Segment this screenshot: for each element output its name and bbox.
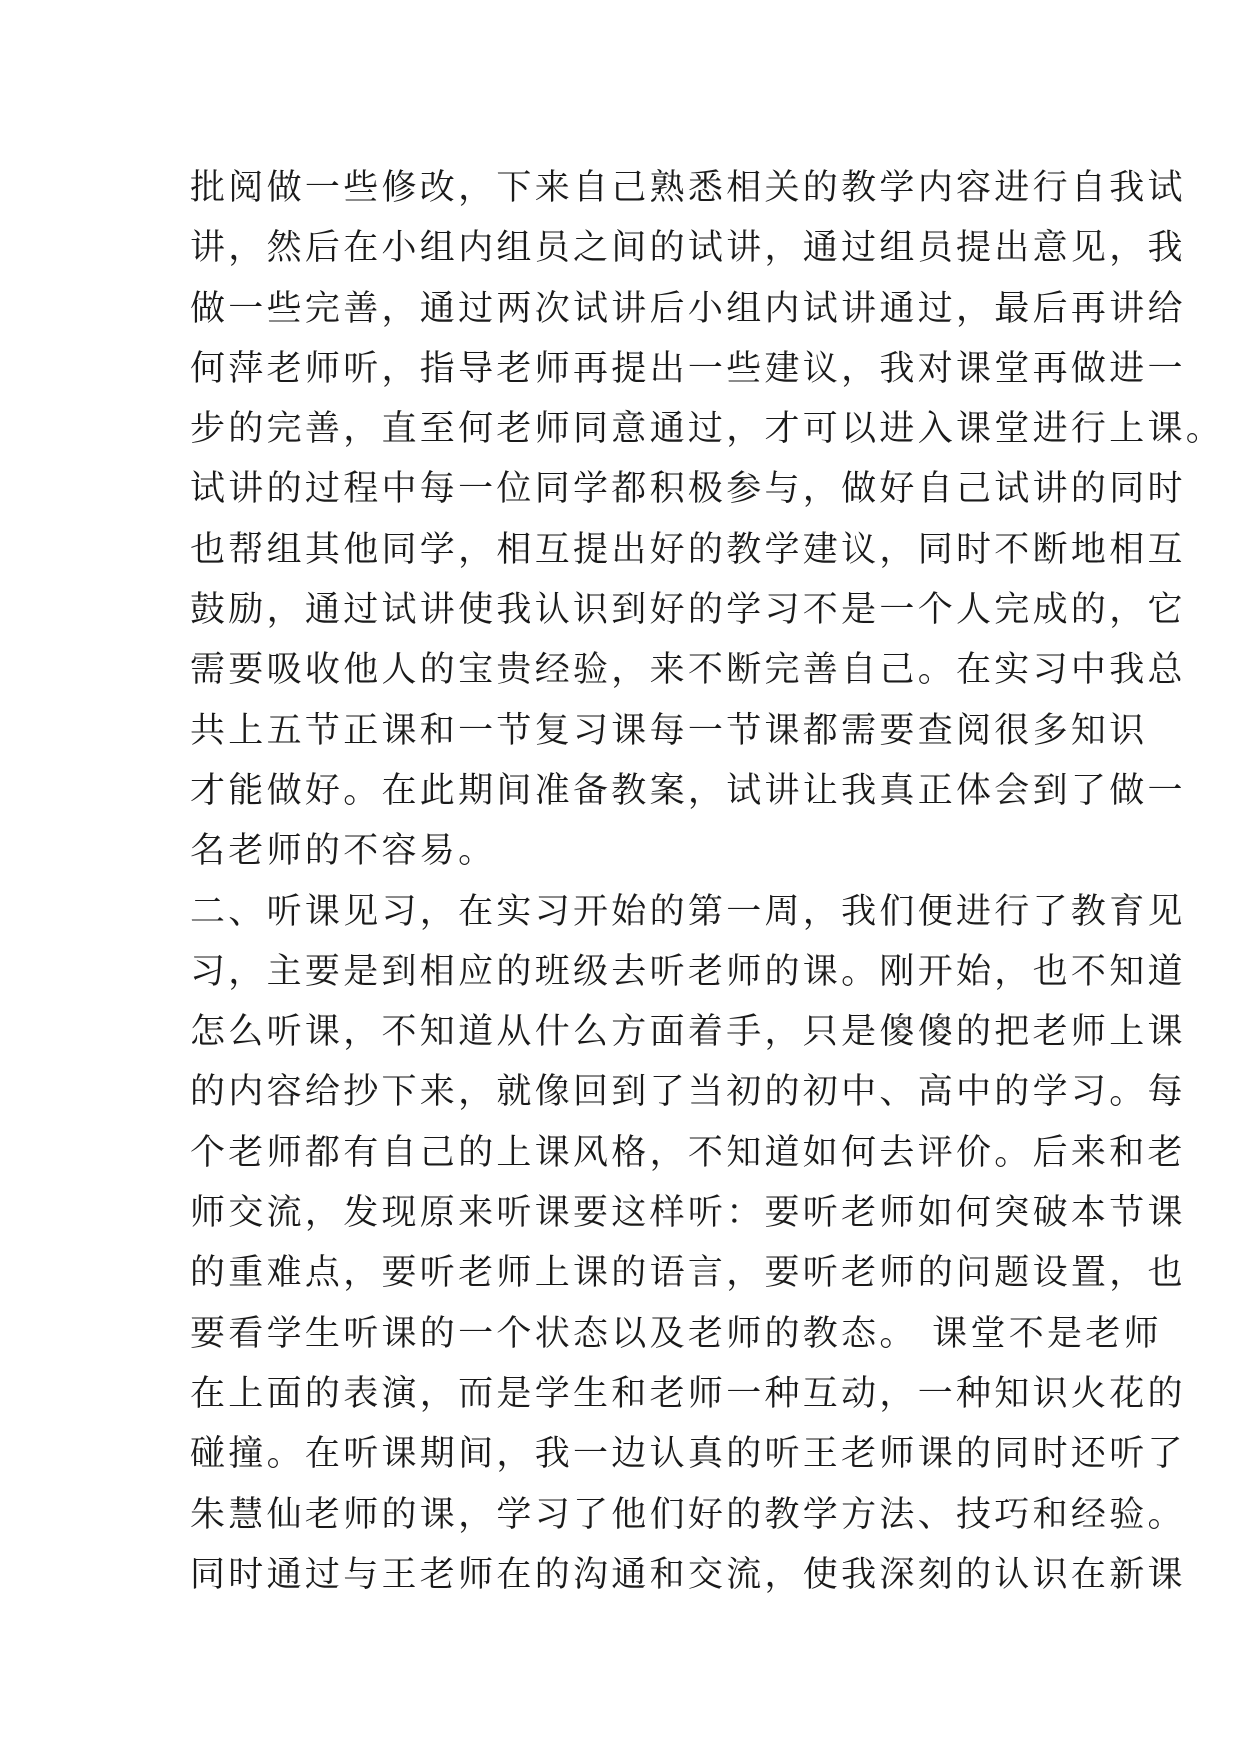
text-line: 要看学生听课的一个状态以及老师的教态。 课堂不是老师 [190,1313,1162,1354]
text-line: 在上面的表演，而是学生和老师一种互动，一种知识火花的 [190,1373,1186,1414]
text-line: 做一些完善，通过两次试讲后小组内试讲通过，最后再讲给 [190,288,1186,329]
text-line: 的重难点，要听老师上课的语言，要听老师的问题设置，也 [190,1253,1186,1294]
text-line: 名老师的不容易。 [190,831,497,872]
text-line: 鼓励，通过试讲使我认识到好的学习不是一个人完成的，它 [190,590,1186,631]
text-line: 需要吸收他人的宝贵经验，来不断完善自己。在实习中我总 [190,650,1186,691]
text-line: 试讲的过程中每一位同学都积极参与，做好自己试讲的同时 [190,469,1186,510]
text-line: 习，主要是到相应的班级去听老师的课。刚开始，也不知道 [190,951,1186,992]
text-line: 朱慧仙老师的课，学习了他们好的教学方法、技巧和经验。 [190,1494,1186,1535]
text-line: 同时通过与王老师在的沟通和交流，使我深刻的认识在新课 [190,1554,1186,1595]
text-line: 讲，然后在小组内组员之间的试讲，通过组员提出意见，我 [190,228,1186,269]
text-line: 也帮组其他同学，相互提出好的教学建议，同时不断地相互 [190,529,1186,570]
text-line: 步的完善，直至何老师同意通过，才可以进入课堂进行上课。 [190,409,1225,450]
text-line: 的内容给抄下来，就像回到了当初的初中、高中的学习。每 [190,1072,1186,1113]
text-line: 共上五节正课和一节复习课每一节课都需要查阅很多知识 [190,710,1148,751]
text-line: 怎么听课，不知道从什么方面着手，只是傻傻的把老师上课 [190,1012,1186,1053]
text-line: 碰撞。在听课期间，我一边认真的听王老师课的同时还听了 [190,1434,1186,1475]
text-line: 批阅做一些修改，下来自己熟悉相关的教学内容进行自我试 [190,168,1186,208]
body-text [190,158,1225,1605]
text-line: 才能做好。在此期间准备教案，试讲让我真正体会到了做一 [190,770,1186,811]
text-line: 师交流，发现原来听课要这样听：要听老师如何突破本节课 [190,1193,1186,1234]
text-line: 何萍老师听，指导老师再提出一些建议，我对课堂再做进一 [190,348,1186,389]
text-line: 二、听课见习，在实习开始的第一周，我们便进行了教育见 [190,891,1186,932]
text-line: 个老师都有自己的上课风格，不知道如何去评价。后来和老 [190,1132,1186,1173]
